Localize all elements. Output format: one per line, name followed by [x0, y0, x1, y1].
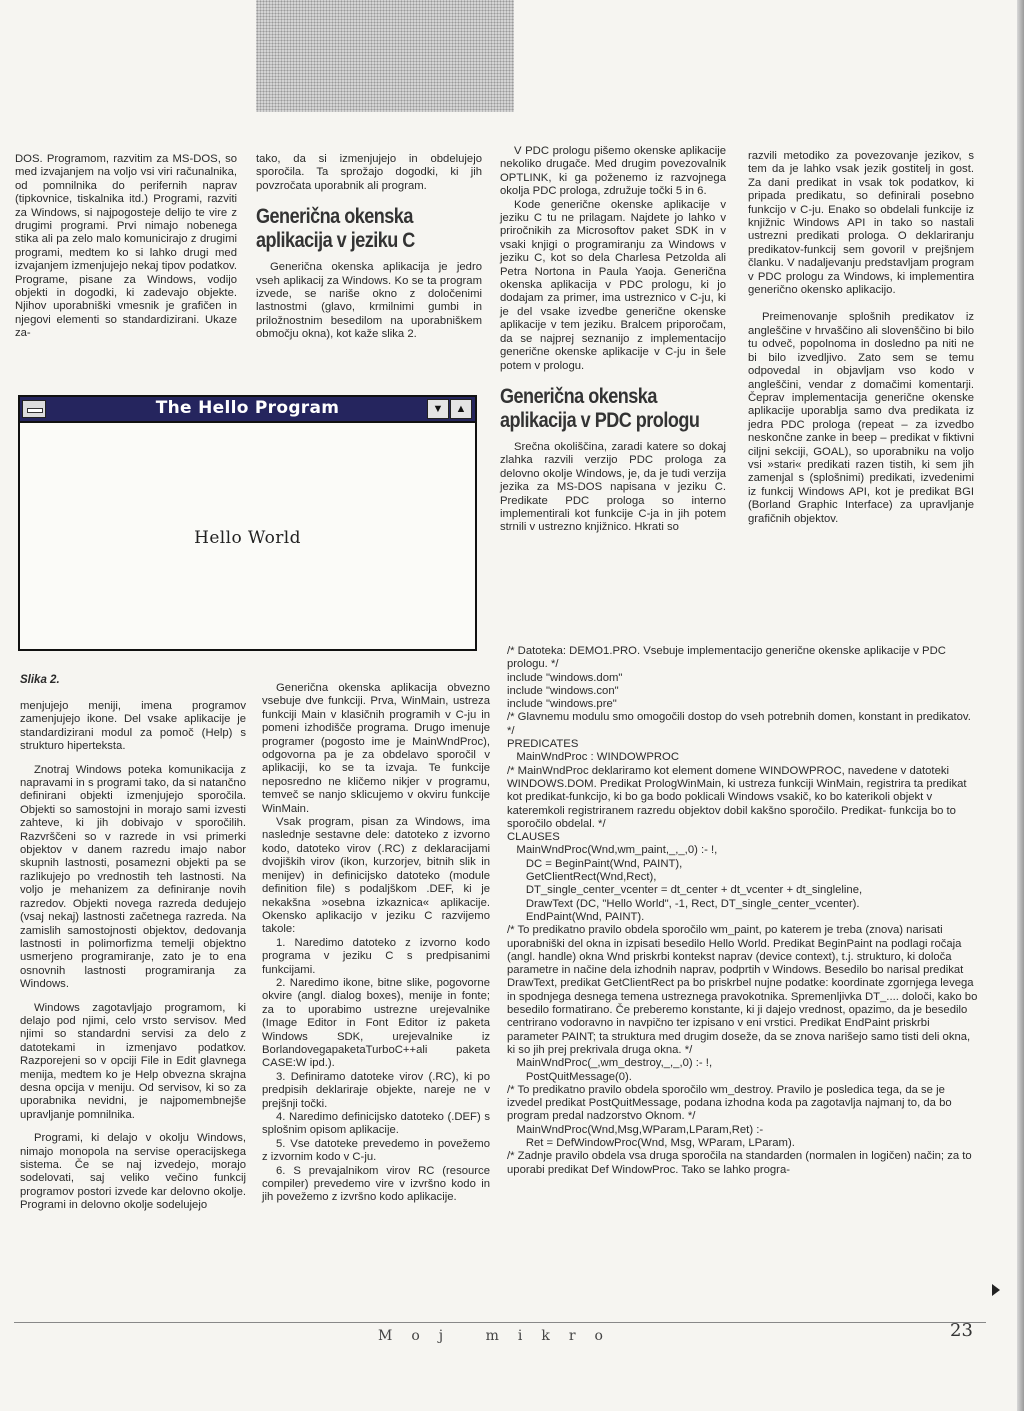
code-line: /* Glavnemu modulu smo omogočili dostop do vseh potrebnih domen, konstant in predikatov. */	[507, 711, 974, 737]
column-3-top	[500, 145, 726, 535]
code-line: DrawText (DC, "Hello World", -1, Rect, DT_single_center_vcenter).	[507, 897, 860, 910]
code-line: Ret = DefWindowProc(Wnd, Msg, WParam, LParam).	[507, 1136, 795, 1149]
code-line: /* To predikatno pravilo obdela sporočilo wm_paint, po katerem je treba (znova) narisati uporabniški del okna in izpisati besedilo Hello World. Predikat BeginPaint na podlagi ročaja (angl. handle) okna Wnd priskrbi kontekst naprav (device context), t.j. strukturo, ki določa parametre in načine dela izhodnih naprav, podprtih v Windows. Besedilo bo narisal predikat DrawText, predikat GetClientRect pa bo priskrbel nujne podatke: koordinate zgornjega levega in spodnjega desnega temena ustreznega pravokotnika. Spremenljivka DT_.... določi, kako bo besedilo formatirano. Če preberemo konstante, ki ji dajejo vrednost, opazimo, da je besedilo centrirano vodoravno in navpično ter izpisano v eni vrstici. Predikat EndPaint priskrbi parameter PAINT; ta struktura med drugim doseže, da se znova narišejo samo tisti deli okna, ki so jih prej prekrivala druga okna. */	[507, 924, 981, 1056]
code-line: include "windows.dom"	[507, 671, 623, 684]
section-heading: Generična okenska aplikacija v jeziku C	[256, 205, 415, 253]
minimize-icon[interactable]: ▼	[427, 399, 449, 419]
list-item: 2. Naredimo ikone, bitne slike, pogovorne okvire (angl. dialog boxes), menije in fonte; za to uporabimo ustrezne urejevalnike (Image Editor in Font Editor iz paketa Windows SDK, urejevalnike iz BorlandovegapaketaTurboC++ali paketa CASE:W ipd.).	[262, 976, 490, 1070]
code-line: include "windows.pre"	[507, 698, 617, 711]
halftone-photo	[256, 0, 514, 112]
code-line: MainWndProc : WINDOWPROC	[507, 751, 679, 764]
section-heading: Generična okenska aplikacija v PDC prologu	[500, 384, 700, 432]
code-line: /* MainWndProc deklariramo kot element domene WINDOWPROC, navedene v datoteki WINDOWS.DOM. Predikat PrologWinMain, ki ustreza funkciji WinMain, registrira ta predikat kot predikat-funkcijo, ki bo ga bodo poklicali Windows vsakič, ko bo katerikoli objekt v kateremkoli registriranem razredu objektov dobil kakšno sporočilo. Predikat- funkcija bo to sporočilo obdelal. */	[507, 764, 970, 830]
figure-caption: Slika 2.	[20, 674, 60, 686]
list-item: 6. S prevajalnikom virov RC (resource compiler) prevedemo vire v izvršno kodo in jih povežemo z izvršno kodo aplikacije.	[262, 1164, 490, 1204]
code-line: PREDICATES	[507, 738, 579, 751]
code-line: CLAUSES	[507, 831, 560, 844]
hello-text: Hello World	[194, 528, 301, 548]
code-line: /* To predikatno pravilo obdela sporočilo wm_destroy. Pravilo je posledica tega, da se je izvedel predikat PostQuitMessage, podana izhodna koda pa zagotavlja najmanj to, da bo program predal nadzorstvo Oknom. */	[507, 1083, 955, 1123]
page-number: 23	[950, 1320, 973, 1341]
code-line: PostQuitMessage(0).	[507, 1070, 632, 1083]
magazine-name: Moj mikro	[378, 1328, 622, 1344]
code-listing	[507, 645, 981, 1177]
paragraph: DOS. Programom, razvitim za MS-DOS, so med izvajanjem na voljo vsi viri računalnika, od pomnilnika do perifernih naprav (tipkovnice, tiskalnika itd.) Programi, razviti za Windows, si najpogosteje delijo te vire z drugimi programi. Prvi nimajo nobenega stika ali pa zelo malo komunicirajo z drugimi programi, medtem ko si lahko drugi med izvajanjem izmenjujejo nekaj tipov podatkov. Programe, pisane za Windows, vodijo objekti in dogodki, ki zadevajo objekte. Njihov uporabniški vmesnik je grafičen in njegovi elementi so standardizirani. Ukaze za-	[15, 153, 237, 340]
paragraph: Srečna okoliščina, zaradi katere so dokaj zlahka razvili verzijo PDC prologa za delovno okolje Windows, je, da je tudi verzija jezika za MS-DOS napisana v jeziku C. Predikate PDC prologa so interno implementirali kot funkcije C-ja in jih potem strnili v ustrezno knjižnico. Hkrati so	[500, 440, 726, 534]
code-line: MainWndProc(Wnd,wm_paint,_,_,0) :- !,	[507, 844, 718, 857]
paragraph: razvili metodiko za povezovanje jezikov, s tem da je lahko vsak jezik gostitelj in gost. Za dani predikat in vsak tok podatkov, ki pripada predikatu, so definirali posebno funkcijo v C-ju. Enako so obdelali funkcije iz knjižnic Windows API in tako so nastali ustrezni predikati prologa. O deklariranju predikatov-funkcij sem govoril v prejšnjem članku. V nadaljevanju predstavljam program v PDC prologu za Windows, ki implementira generično okensko aplikacijo.	[748, 150, 974, 297]
paragraph: menjujejo meniji, imena programov zamenjujejo ikone. Del vsake aplikacije je standardizirani modul za pomoč (Help) s strukturo hiperteksta.	[20, 700, 246, 753]
code-line: MainWndProc(Wnd,Msg,WParam,LParam,Ret) :-	[507, 1123, 764, 1136]
window-titlebar	[20, 397, 475, 423]
list-item: 4. Naredimo definicijsko datoteko (.DEF) s splošnim opisom aplikacije.	[262, 1111, 490, 1137]
paragraph: V PDC prologu pišemo okenske aplikacije nekoliko drugače. Med drugim povezovalnik OPTLINK, ki ga poženemo iz razvojnega okolja PDC prologa, združuje točki 5 in 6.	[500, 145, 726, 198]
paragraph: Programi, ki delajo v okolju Windows, nimajo monopola na servise operacijskega sistema. Če se naj izvedejo, morajo sodelovati, saj veliko večino funkcij programov postori izvede kar delovno okolje. Programi in delovno okolje sodelujejo	[20, 1132, 246, 1212]
paragraph: Preimenovanje splošnih predikatov iz angleščine v hrvaščino ali slovenščino bi bilo tu odveč, popolnoma in dosledno pa niti ne bi bilo izvedljivo. Zato sem se temu odpovedal in objavljam vso kodo v angleščini, vendar z domačimi komentarji. Čeprav implementacija generične okenske aplikacije uporablja samo dva predikata iz jedra PDC prologa (repeat – za izvedbo neskončne zanke in beep – predikat v fiktivni ciljni sekciji, GOAL), so uporabniku na voljo vsi »stari« predikati razen tistih, ki sem jih zamenjal s (splošnimi) predikati, izvedenimi iz funkcij Windows API, kot je predikat BGI (Borland Graphic Interface) za upravljanje grafičnih objektov.	[748, 311, 974, 525]
paragraph: Generična okenska aplikacija je jedro vseh aplikacij za Windows. Ko se ta program izvede, se nariše okno z določenimi lastnostmi (glavo, krmilnimi gumbi in priložnostnim besedilom na uporabniškem območju okna), kot kaže slika 2.	[256, 261, 482, 341]
column-2-top	[256, 153, 482, 342]
column-1-top	[15, 153, 237, 341]
maximize-icon[interactable]: ▲	[450, 399, 472, 419]
continue-arrow-icon	[992, 1284, 1000, 1296]
column-1-bottom	[20, 700, 246, 1213]
list-item: 1. Naredimo datoteko z izvorno kodo programa v jeziku C s predpisanimi funkcijami.	[262, 936, 490, 976]
footer-rule	[14, 1322, 986, 1323]
code-line: DT_single_center_vcenter = dt_center + dt_vcenter + dt_singleline,	[507, 884, 863, 897]
paragraph: tako, da si izmenjujejo in obdelujejo sporočila. Ta sprožajo dogodki, ki jih povzročata uporabnik ali program.	[256, 153, 482, 192]
code-line: DC = BeginPaint(Wnd, PAINT),	[507, 857, 683, 870]
list-item: 3. Definiramo datoteke virov (.RC), ki po predpisih deklariraje objekte, nareje ne v prejšnji točki.	[262, 1070, 490, 1110]
code-line: GetClientRect(Wnd,Rect),	[507, 871, 657, 884]
paragraph: Generična okenska aplikacija obvezno vsebuje dve funkciji. Prva, WinMain, ustreza funkciji Main v klasičnih programih v C-ju in pomeni izhodišče programa. Drugo imenuje programer (pogosto ime je MainWndProc), odgovorna pa je za obdelavo sporočil v aplikaciji, ko se ta izvaja. Te funkcije neposredno ne kličemo nikjer v programu, temveč se nanjo sklicujemo v okviru funkcije WinMain.	[262, 682, 490, 815]
paragraph: Kode generične okenske aplikacije v jeziku C tu ne prilagam. Najdete jo lahko v priročnikih za Microsoftov paket SDK in v vsaki knjigi o programiranju za Windows v jeziku C, kot so dela Charlesa Petzolda ali Petra Nortona in Paula Yaoja. Generična okenska aplikacija v PDC prologu, ki jo dodajam za primer, ima ustreznico v C-ju, ki je del vsake izvedbe generične okenske aplikacije v tem jeziku. Bralcem priporočam, da se najprej seznanijo z implementacijo generične okenske aplikacije v C-ju in šele potem v prologu.	[500, 198, 726, 372]
code-line: EndPaint(Wnd, PAINT).	[507, 910, 645, 923]
paragraph: Znotraj Windows poteka komunikacija z napravami in s programi tako, da si natančno definirani objekti izmenjujejo sporočila. Objekti so samostojni in morajo sami izvesti zahteve, ki jih dobivajo v sporočilih. Razvrščeni so v razrede in vsi primerki objektov v danem razredu imajo nabor skupnih lastnosti, posamezni objekti pa se razlikujejo po vrednostih teh lastnosti. Na voljo je mehanizem za definiranje novih razredov. Objekti novega razreda dedujejo (vsaj nekaj) lastnosti začetnega razreda. Na zamislih samostojnosti objektov, dedovanja lastnosti in polimorfizma temelji objektno usmerjeno programiranje, zato je to ena osnovnih lastnosti programiranja za Windows.	[20, 763, 246, 991]
code-line: /* Zadnje pravilo obdela vsa druga sporočila na standarden (normalen in logičen) način; za to uporabi predikat Def WindowProc. Tako se lahko progra-	[507, 1150, 975, 1176]
code-line: MainWndProc(_,wm_destroy,_,_,0) :- !,	[507, 1057, 713, 1070]
paragraph: Vsak program, pisan za Windows, ima naslednje sestavne dele: datoteko z izvorno kodo, datoteko virov (.RC) z deklaracijami dvojiških virov (ikon, kurzorjev, bitnih slik in menijev) in definicijsko datoteko (module definition file) s podaljškom .DEF, ki je nekakšna »osebna izkaznica« aplikacije. Okensko aplikacijo v jeziku C razvijemo takole:	[262, 816, 490, 936]
paragraph: Windows zagotavljajo programom, ki delajo pod njimi, celo vrsto servisov. Med njimi so standardni servisi za delo z datotekami in izmenjavo podatkov. Razporejeni so v opciji File in Edit glavnega menija, medtem ko je Help obvezna skrajna desna opcija v meniju. Od servisov, ki so za uporabnika nevidni, je najpomembnejše upravljanje pomnilnika.	[20, 1001, 246, 1121]
code-line: /* Datoteka: DEMO1.PRO. Vsebuje implementacijo generične okenske aplikacije v PDC prologu. */	[507, 645, 950, 671]
code-line: include "windows.con"	[507, 684, 619, 697]
list-item: 5. Vse datoteke prevedemo in povežemo z izvornim kodo v C-ju.	[262, 1137, 490, 1164]
column-4-top	[748, 150, 974, 526]
column-2-bottom	[262, 682, 490, 1205]
window-title: The Hello Program	[155, 398, 340, 418]
hello-window-figure	[18, 395, 477, 651]
scan-edge	[1017, 0, 1024, 1411]
